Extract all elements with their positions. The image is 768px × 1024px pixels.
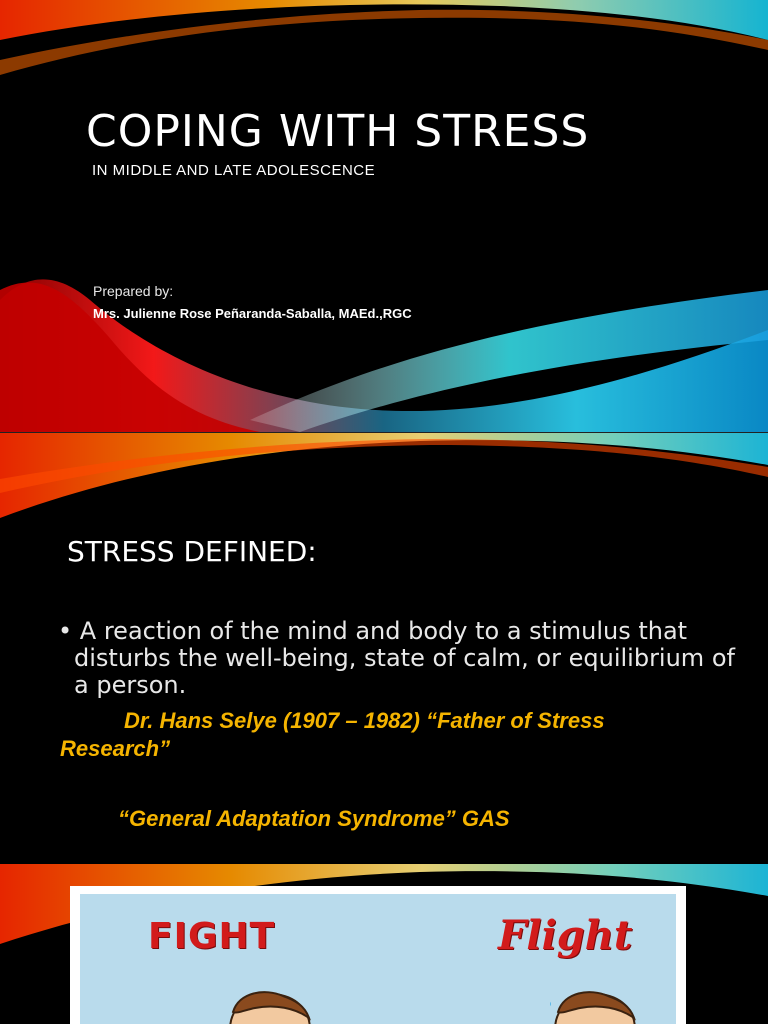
- fight-label: FIGHT: [148, 916, 276, 957]
- gas-label: “General Adaptation Syndrome” GAS: [118, 806, 510, 831]
- flight-label: Flight: [498, 912, 633, 959]
- definition-slide: [0, 432, 768, 865]
- swoosh-background: [0, 0, 768, 432]
- fight-character: [225, 990, 315, 1024]
- title-slide: [0, 0, 768, 432]
- slide-subtitle: IN MIDDLE AND LATE ADOLESCENCE: [92, 162, 376, 179]
- section-heading: STRESS DEFINED:: [67, 535, 317, 568]
- prepared-by-label: Prepared by:: [93, 283, 174, 299]
- author-name: Mrs. Julienne Rose Peñaranda-Saballa, MAEd.,RGC: [93, 306, 412, 321]
- fight-flight-image: [70, 886, 686, 1024]
- flight-character: [550, 990, 640, 1024]
- definition-bullet: • A reaction of the mind and body to a stimulus that disturbs the well-being, state of calm, or equilibrium of a person.: [58, 617, 735, 699]
- selye-citation: Dr. Hans Selye (1907 – 1982) “Father of Stress Research”: [60, 708, 605, 761]
- image-background: [80, 894, 676, 1024]
- top-swoosh: [0, 0, 768, 40]
- slide-title: COPING WITH STRESS: [86, 106, 590, 157]
- fight-flight-slide: [0, 864, 768, 1024]
